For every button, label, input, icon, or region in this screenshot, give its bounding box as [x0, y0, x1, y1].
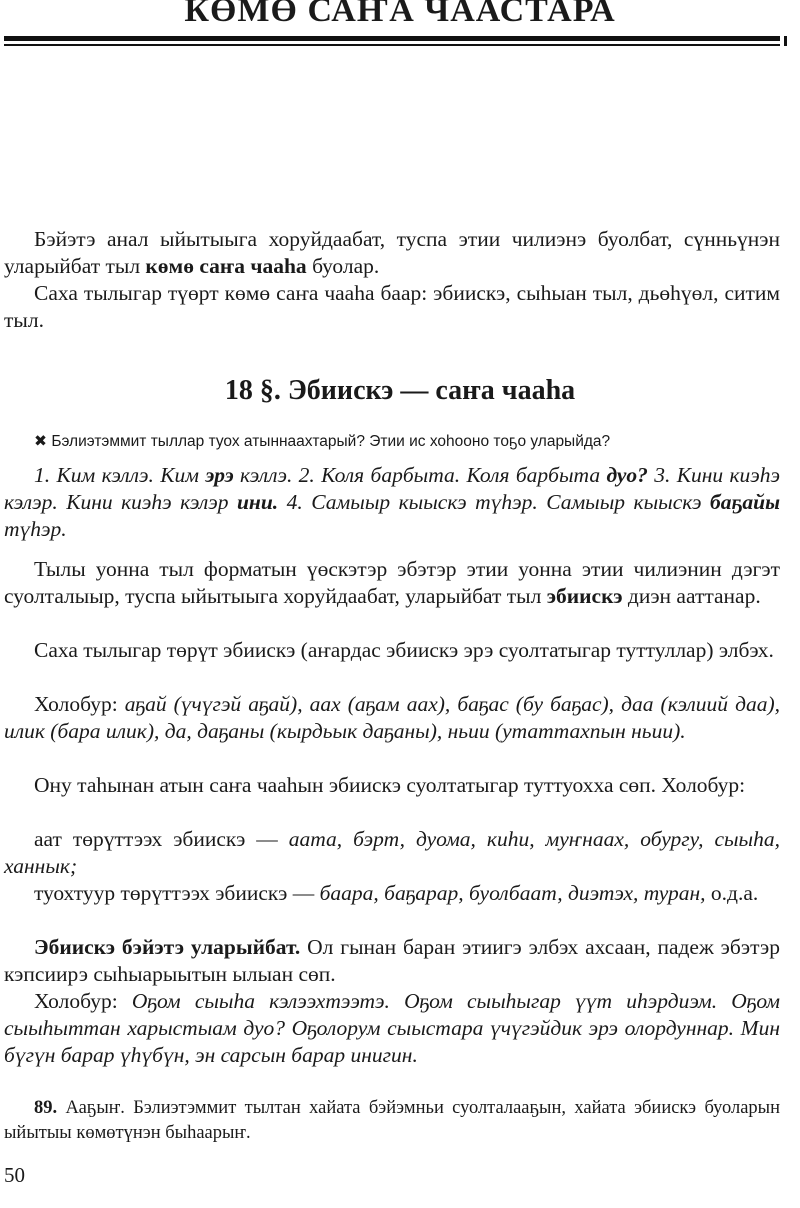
- intro-term: көмө саҥа чааһа: [145, 254, 307, 278]
- invariable-paragraph: [4, 934, 780, 988]
- section-title: 18 §. Эбиискэ — саҥа чааһа: [224, 375, 576, 406]
- question-text: Бэлиэтэммит тыллар туох атыннаахтарый? Этии ис хоһооно тоҕо уларыйда?: [51, 433, 611, 450]
- intro-text: Бэйэтэ анал ыйытыыга хоруйдаабат, туспа этии чилиэнэ буолбат, сүнньүнэн уларыйбат тыл: [4, 227, 780, 278]
- example-particle: эрэ: [205, 463, 234, 487]
- example-text: кэллэ. 2. Коля барбыта. Коля барбыта: [233, 463, 607, 487]
- definition-paragraph: [4, 556, 780, 610]
- example-text: 4. Самыыр кыыскэ түһэр. Самыыр кыыскэ: [278, 490, 711, 514]
- examples-block: [4, 462, 780, 543]
- verb-origin-label: туохтуур төрүттээх эбиискэ —: [34, 881, 320, 905]
- native-particles-paragraph: Саха тылыгар төрүт эбиискэ (аҥардас эбиискэ эрэ суолтатыгар туттуллар) элбэх.: [34, 638, 774, 662]
- exercise-number: 89.: [34, 1098, 58, 1118]
- examples-paragraph: [4, 691, 780, 745]
- invariable-text: Ол гынан баран этиигэ элбэх ахсаан, падеж эбэтэр кэпсиирэ сыһыарыытын ылыан сөп.: [4, 935, 780, 986]
- verb-origin-paragraph: [4, 880, 780, 907]
- noun-origin-label: аат төрүттээх эбиискэ —: [34, 827, 289, 851]
- cross-icon: ✖: [34, 433, 47, 450]
- example-list: аҕай (үчүгэй аҕай), аах (аҕам аах), баҕас (бу баҕас), даа (кэлиий даа), илик (бара илик), да, даҕаны (кырдьык даҕаны), ньии (утаттахпын ньии).: [4, 692, 780, 743]
- question-line: [34, 429, 780, 454]
- example-label: Холобур:: [34, 989, 132, 1013]
- header-rule-thick: [4, 36, 780, 41]
- example-sentences: Оҕом сыыһа кэлээхтээтэ. Оҕом сыыһыгар үүт иһэрдиэм. Оҕом сыыһыттан харыстыам дуо? Оҕолорум сыыстара үчүгэйдик эрэ олордуннар. Мин бүгүн барар үһүбүн, эн сарсын барар инигин.: [4, 989, 781, 1067]
- noun-origin-list: аата, бэрт, дуома, киһи, муҥнаах, обургу, сыыһа, ханнык;: [4, 827, 780, 878]
- definition-text: Тылы уонна тыл форматын үөскэтэр эбэтэр этии уонна этии чилиэнин дэгэт суолталыыр, туспа ыйытыыга хоруйдаабат, уларыйбат тыл: [4, 557, 780, 608]
- example-text: 3. Кини киэһэ кэлэр. Кини киэһэ кэлэр: [4, 463, 780, 514]
- example-text: 1. Ким кэллэ. Ким: [34, 463, 206, 487]
- invariable-term: Эбиискэ бэйэтэ уларыйбат.: [34, 935, 301, 959]
- example-label: Холобур:: [34, 692, 125, 716]
- verb-origin-etc: о.д.а.: [705, 881, 759, 905]
- exercise-89: [4, 1096, 780, 1146]
- page-number: 50: [4, 1163, 25, 1187]
- intro-paragraph-2: Саха тылыгар түөрт көмө саҥа чааһа баар: эбиискэ, сыһыан тыл, дьөһүөл, ситим тыл.: [4, 281, 780, 332]
- example-text: түһэр.: [4, 517, 67, 541]
- example-particle: баҕайы: [710, 490, 780, 514]
- header-rule-end: [784, 36, 787, 46]
- noun-origin-paragraph: [4, 826, 780, 880]
- definition-text-end: диэн ааттанар.: [622, 584, 761, 608]
- running-header: КӨМӨ САҤА ЧААСТАРА: [184, 0, 616, 29]
- example-particle: ини.: [236, 490, 279, 514]
- intro-paragraph-1: [4, 226, 780, 280]
- sentences-paragraph: [4, 988, 780, 1069]
- verb-origin-list: баара, баҕарар, буолбаат, диэтэх, туран,: [319, 881, 706, 905]
- example-particle: дуо?: [606, 463, 648, 487]
- header-rule-thin: [4, 44, 780, 46]
- exercise-text: Ааҕыҥ. Бэлиэтэммит тылтан хайата бэйэмньи суолталааҕын, хайата эбиискэ буоларын ыйытыы көмөтүнэн быһаарыҥ.: [4, 1098, 780, 1143]
- intro-text-end: буолар.: [306, 254, 380, 278]
- other-parts-paragraph: Ону таһынан атын саҥа чааһын эбиискэ суолтатыгар туттуохха сөп. Холобур:: [34, 773, 746, 797]
- definition-term: эбиискэ: [546, 584, 623, 608]
